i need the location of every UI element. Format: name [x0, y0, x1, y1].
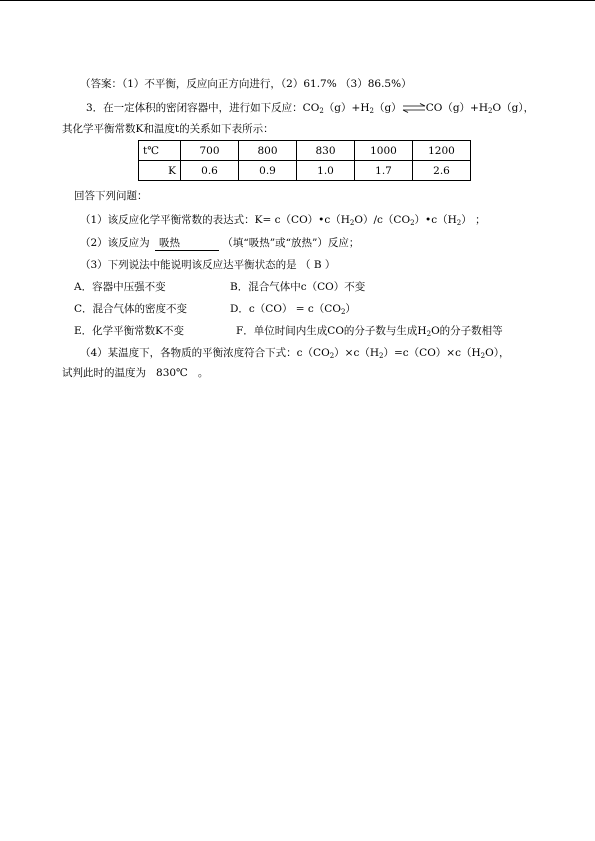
q3-intro-part: CO（g）+H	[425, 102, 489, 114]
subscript: 2	[340, 308, 346, 316]
q3-intro-part: （g）+H	[323, 102, 370, 114]
table-cell: 1200	[413, 141, 471, 161]
table-cell: 1.7	[355, 161, 413, 181]
table-row	[139, 141, 471, 161]
answer-blank: 吸热	[155, 236, 219, 251]
subscript: 2	[456, 219, 462, 227]
text-part: ）=c（CO）×c（H	[383, 347, 481, 359]
table-cell: 2.6	[413, 161, 471, 181]
part-4-answer	[62, 366, 208, 380]
part-2-reaction-type	[80, 236, 359, 251]
option-c: C．混合气体的密度不变	[74, 303, 188, 315]
option-f	[236, 324, 503, 338]
text-part: （填“吸热”或“放热”）反应；	[222, 237, 360, 249]
subscript: 2	[480, 352, 486, 360]
text-part: ） ；	[461, 214, 486, 226]
subscript: 2	[349, 219, 355, 227]
text-part: ）•c（H	[414, 214, 457, 226]
equilibrium-arrow-icon	[402, 103, 426, 113]
table-cell: 1000	[355, 141, 413, 161]
table-cell: 0.9	[239, 161, 297, 181]
table-row	[139, 161, 471, 181]
subscript: 2	[329, 352, 335, 360]
subscript: 2	[369, 107, 374, 115]
table-row-label: K	[139, 161, 181, 181]
subscript: 2	[426, 330, 432, 338]
option-b: B．混合气体中c（CO）不变	[230, 281, 366, 293]
table-cell: 0.6	[181, 161, 239, 181]
table-cell: 1.0	[297, 161, 355, 181]
page-top-border	[0, 0, 595, 1]
text-part: O）/c（CO	[354, 214, 411, 226]
text-part: 试判此时的温度为	[62, 367, 146, 379]
subscript: 2	[319, 107, 324, 115]
part-4-question	[80, 346, 509, 360]
answer-intro: 回答下列问题：	[74, 190, 148, 202]
option-e: E．化学平衡常数K不变	[74, 325, 185, 337]
table-cell: 830	[297, 141, 355, 161]
text-part: ）×c（H	[334, 347, 380, 359]
text-part: （1）该反应化学平衡常数的表达式：K= c（CO）•c（H	[80, 214, 350, 226]
k-temperature-table	[138, 140, 471, 181]
text-part: O），	[485, 347, 510, 359]
answer-value: 830℃	[156, 367, 188, 379]
text-part: D．c（CO） = c（CO	[230, 303, 341, 315]
subscript: 2	[410, 219, 415, 227]
text-part: O的分子数相等	[431, 325, 503, 337]
text-part: 。	[197, 367, 209, 379]
text-part: ）	[345, 303, 356, 315]
text-part: （4）某温度下，各物质的平衡浓度符合下式：c（CO	[80, 347, 330, 359]
q3-intro	[86, 101, 534, 115]
subscript: 2	[488, 107, 493, 115]
table-cell: 800	[239, 141, 297, 161]
table-cell: 700	[181, 141, 239, 161]
option-a: A．容器中压强不变	[74, 281, 166, 293]
option-d	[230, 302, 356, 316]
text-part: （2）该反应为	[80, 237, 150, 249]
q3-intro-part: O（g），	[492, 102, 535, 114]
part-1-expression	[80, 213, 486, 227]
q3-intro-part: （g）	[373, 102, 402, 114]
previous-answer: （答案：（1）不平衡，反应向正方向进行，（2）61.7% （3）86.5%）	[80, 78, 412, 90]
q3-table-intro: 其化学平衡常数K和温度t的关系如下表所示：	[62, 123, 274, 135]
q3-intro-part: 3．在一定体积的密闭容器中，进行如下反应：CO	[86, 102, 320, 114]
table-header-label: t℃	[139, 141, 181, 161]
part-3-question: （3）下列说法中能说明该反应达平衡状态的是 （ B ）	[80, 259, 336, 271]
text-part: F．单位时间内生成CO的分子数与生成H	[236, 325, 427, 337]
subscript: 2	[379, 352, 384, 360]
